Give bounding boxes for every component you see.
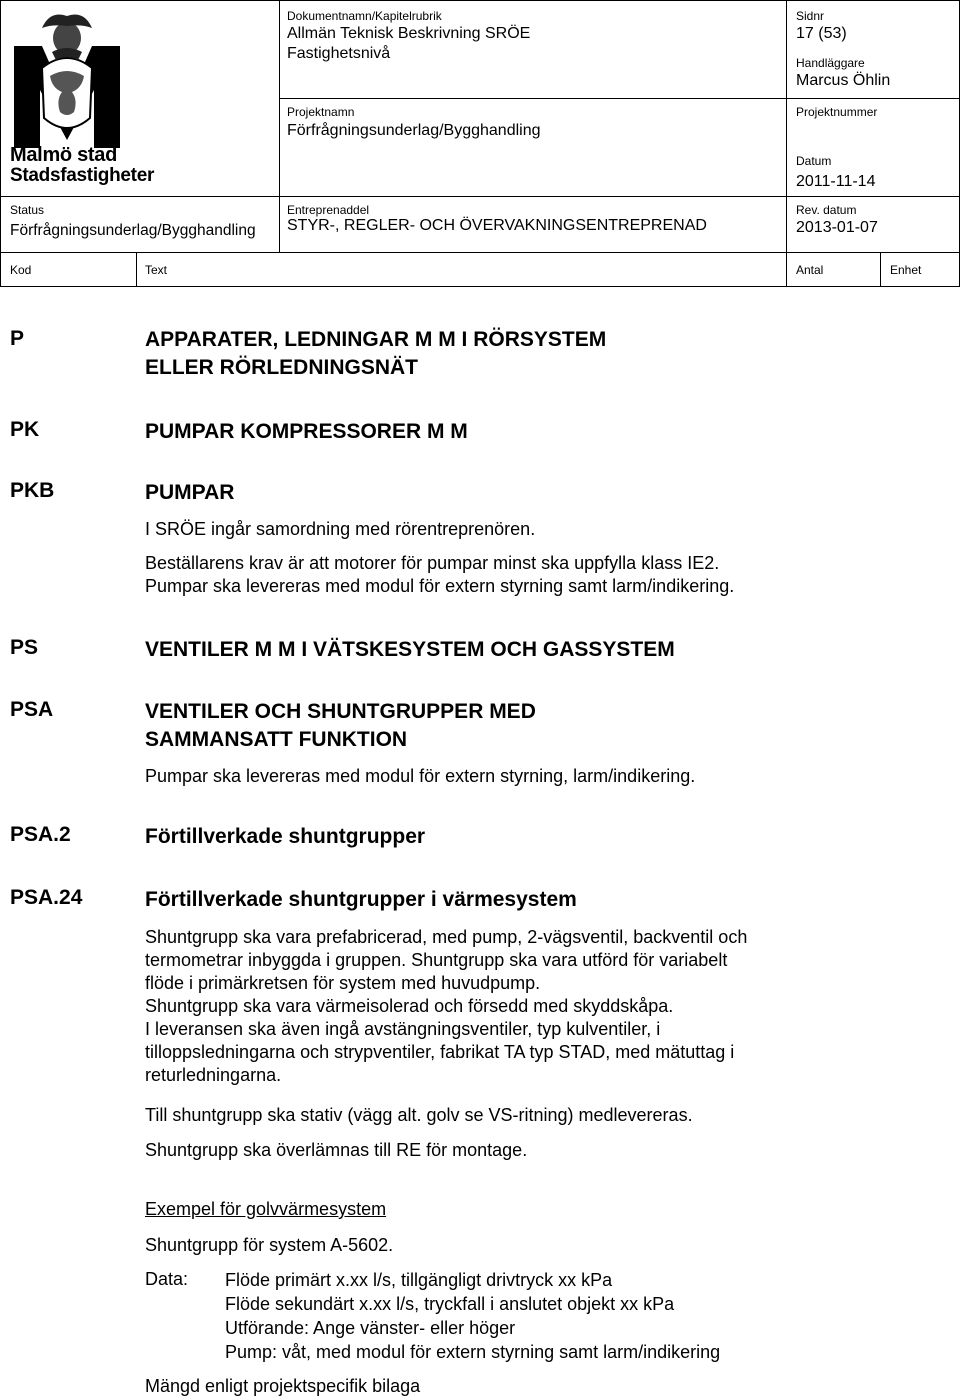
logo-name-line1: Malmö stad bbox=[10, 144, 118, 166]
data-label: Data: bbox=[145, 1269, 189, 1289]
status-value: Förfrågningsunderlag/Bygghandling bbox=[10, 222, 256, 239]
heading-ps: VENTILER M M I VÄTSKESYSTEM OCH GASSYSTEM bbox=[145, 638, 675, 661]
code-psa2: PSA.2 bbox=[10, 823, 71, 846]
coat-of-arms-icon bbox=[12, 8, 122, 148]
pkb-line: Pumpar ska levereras med modul för extern styrning samt larm/indikering. bbox=[145, 576, 735, 596]
psa-text: Pumpar ska levereras med modul för extern styrning, larm/indikering. bbox=[145, 766, 696, 786]
project-name-label: Projektnamn bbox=[287, 105, 355, 119]
data-line: Flöde sekundärt x.xx l/s, tryckfall i anslutet objekt xx kPa bbox=[225, 1294, 675, 1314]
col-header-antal: Antal bbox=[796, 263, 824, 277]
code-psa: PSA bbox=[10, 698, 54, 721]
heading-psa2: Förtillverkade shuntgrupper bbox=[145, 825, 426, 848]
pkb-paragraph bbox=[145, 518, 865, 598]
col-header-text: Text bbox=[145, 263, 168, 277]
project-number-label: Projektnummer bbox=[796, 105, 878, 119]
contract-value: STYR-, REGLER- OCH ÖVERVAKNINGSENTREPRENAD bbox=[287, 217, 707, 234]
date-label: Datum bbox=[796, 154, 832, 168]
pkb-line: Beställarens krav är att motorer för pumpar minst ska uppfylla klass IE2. bbox=[145, 553, 720, 573]
doc-name-line1: Allmän Teknisk Beskrivning SRÖE bbox=[287, 25, 531, 42]
example-system: Shuntgrupp för system A-5602. bbox=[145, 1235, 394, 1255]
rev-date-label: Rev. datum bbox=[796, 203, 857, 217]
heading-p-line1: APPARATER, LEDNINGAR M M I RÖRSYSTEM bbox=[145, 328, 607, 351]
data-line: Utförande: Ange vänster- eller höger bbox=[225, 1318, 516, 1338]
col-header-kod: Kod bbox=[10, 263, 32, 277]
data-line: Flöde primärt x.xx l/s, tillgängligt drivtryck xx kPa bbox=[225, 1270, 613, 1290]
code-pkb: PKB bbox=[10, 479, 55, 502]
code-psa24: PSA.24 bbox=[10, 886, 83, 909]
psa24-line: tilloppsledningarna och strypventiler, fabrikat TA typ STAD, med mätuttag i bbox=[145, 1042, 735, 1062]
code-ps: PS bbox=[10, 636, 39, 659]
psa24-line: Shuntgrupp ska vara prefabricerad, med pump, 2-vägsventil, backventil och bbox=[145, 927, 748, 947]
project-name-value: Förfrågningsunderlag/Bygghandling bbox=[287, 122, 541, 139]
date-value: 2011-11-14 bbox=[796, 173, 876, 190]
code-pk: PK bbox=[10, 418, 40, 441]
heading-psa-line1: VENTILER OCH SHUNTGRUPPER MED bbox=[145, 700, 536, 723]
psa24-line: I leveransen ska även ingå avstängningsventiler, typ kulventiler, i bbox=[145, 1019, 661, 1039]
handler-value: Marcus Öhlin bbox=[796, 72, 891, 89]
rev-date-value: 2013-01-07 bbox=[796, 219, 878, 236]
code-p: P bbox=[10, 327, 25, 350]
logo-name-line2: Stadsfastigheter bbox=[10, 165, 155, 186]
psa24-line: flöde i primärkretsen för system med huvudpump. bbox=[145, 973, 541, 993]
psa24-line: termometrar inbyggda i gruppen. Shuntgrupp ska vara utförd för variabelt bbox=[145, 950, 728, 970]
page-number-value: 17 (53) bbox=[796, 25, 847, 42]
psa24-line: Shuntgrupp ska vara värmeisolerad och försedd med skyddskåpa. bbox=[145, 996, 674, 1016]
example-heading: Exempel för golvvärmesystem bbox=[145, 1199, 387, 1219]
psa24-line: returledningarna. bbox=[145, 1065, 282, 1085]
heading-p-line2: ELLER RÖRLEDNINGSNÄT bbox=[145, 356, 418, 379]
page-number-label: Sidnr bbox=[796, 9, 825, 23]
handler-label: Handläggare bbox=[796, 56, 865, 70]
heading-psa-line2: SAMMANSATT FUNKTION bbox=[145, 728, 408, 751]
status-label: Status bbox=[10, 203, 45, 217]
malmo-stad-logo bbox=[8, 8, 178, 190]
heading-pkb: PUMPAR bbox=[145, 481, 235, 504]
data-line: Pump: våt, med modul för extern styrning samt larm/indikering bbox=[225, 1342, 721, 1362]
heading-pk: PUMPAR KOMPRESSORER M M bbox=[145, 420, 468, 443]
handover-text: Shuntgrupp ska överlämnas till RE för montage. bbox=[145, 1140, 528, 1160]
heading-psa24: Förtillverkade shuntgrupper i värmesystem bbox=[145, 888, 577, 911]
doc-name-line2: Fastighetsnivå bbox=[287, 45, 391, 62]
quantity-text: Mängd enligt projektspecifik bilaga bbox=[145, 1376, 421, 1396]
contract-label: Entreprenaddel bbox=[287, 203, 370, 217]
stand-text: Till shuntgrupp ska stativ (vägg alt. golv se VS-ritning) medlevereras. bbox=[145, 1105, 693, 1125]
col-header-enhet: Enhet bbox=[890, 263, 922, 277]
pkb-line: I SRÖE ingår samordning med rörentreprenören. bbox=[145, 519, 536, 539]
psa24-paragraph bbox=[145, 926, 865, 1087]
doc-name-label: Dokumentnamn/Kapitelrubrik bbox=[287, 9, 442, 23]
data-list bbox=[225, 1268, 865, 1364]
